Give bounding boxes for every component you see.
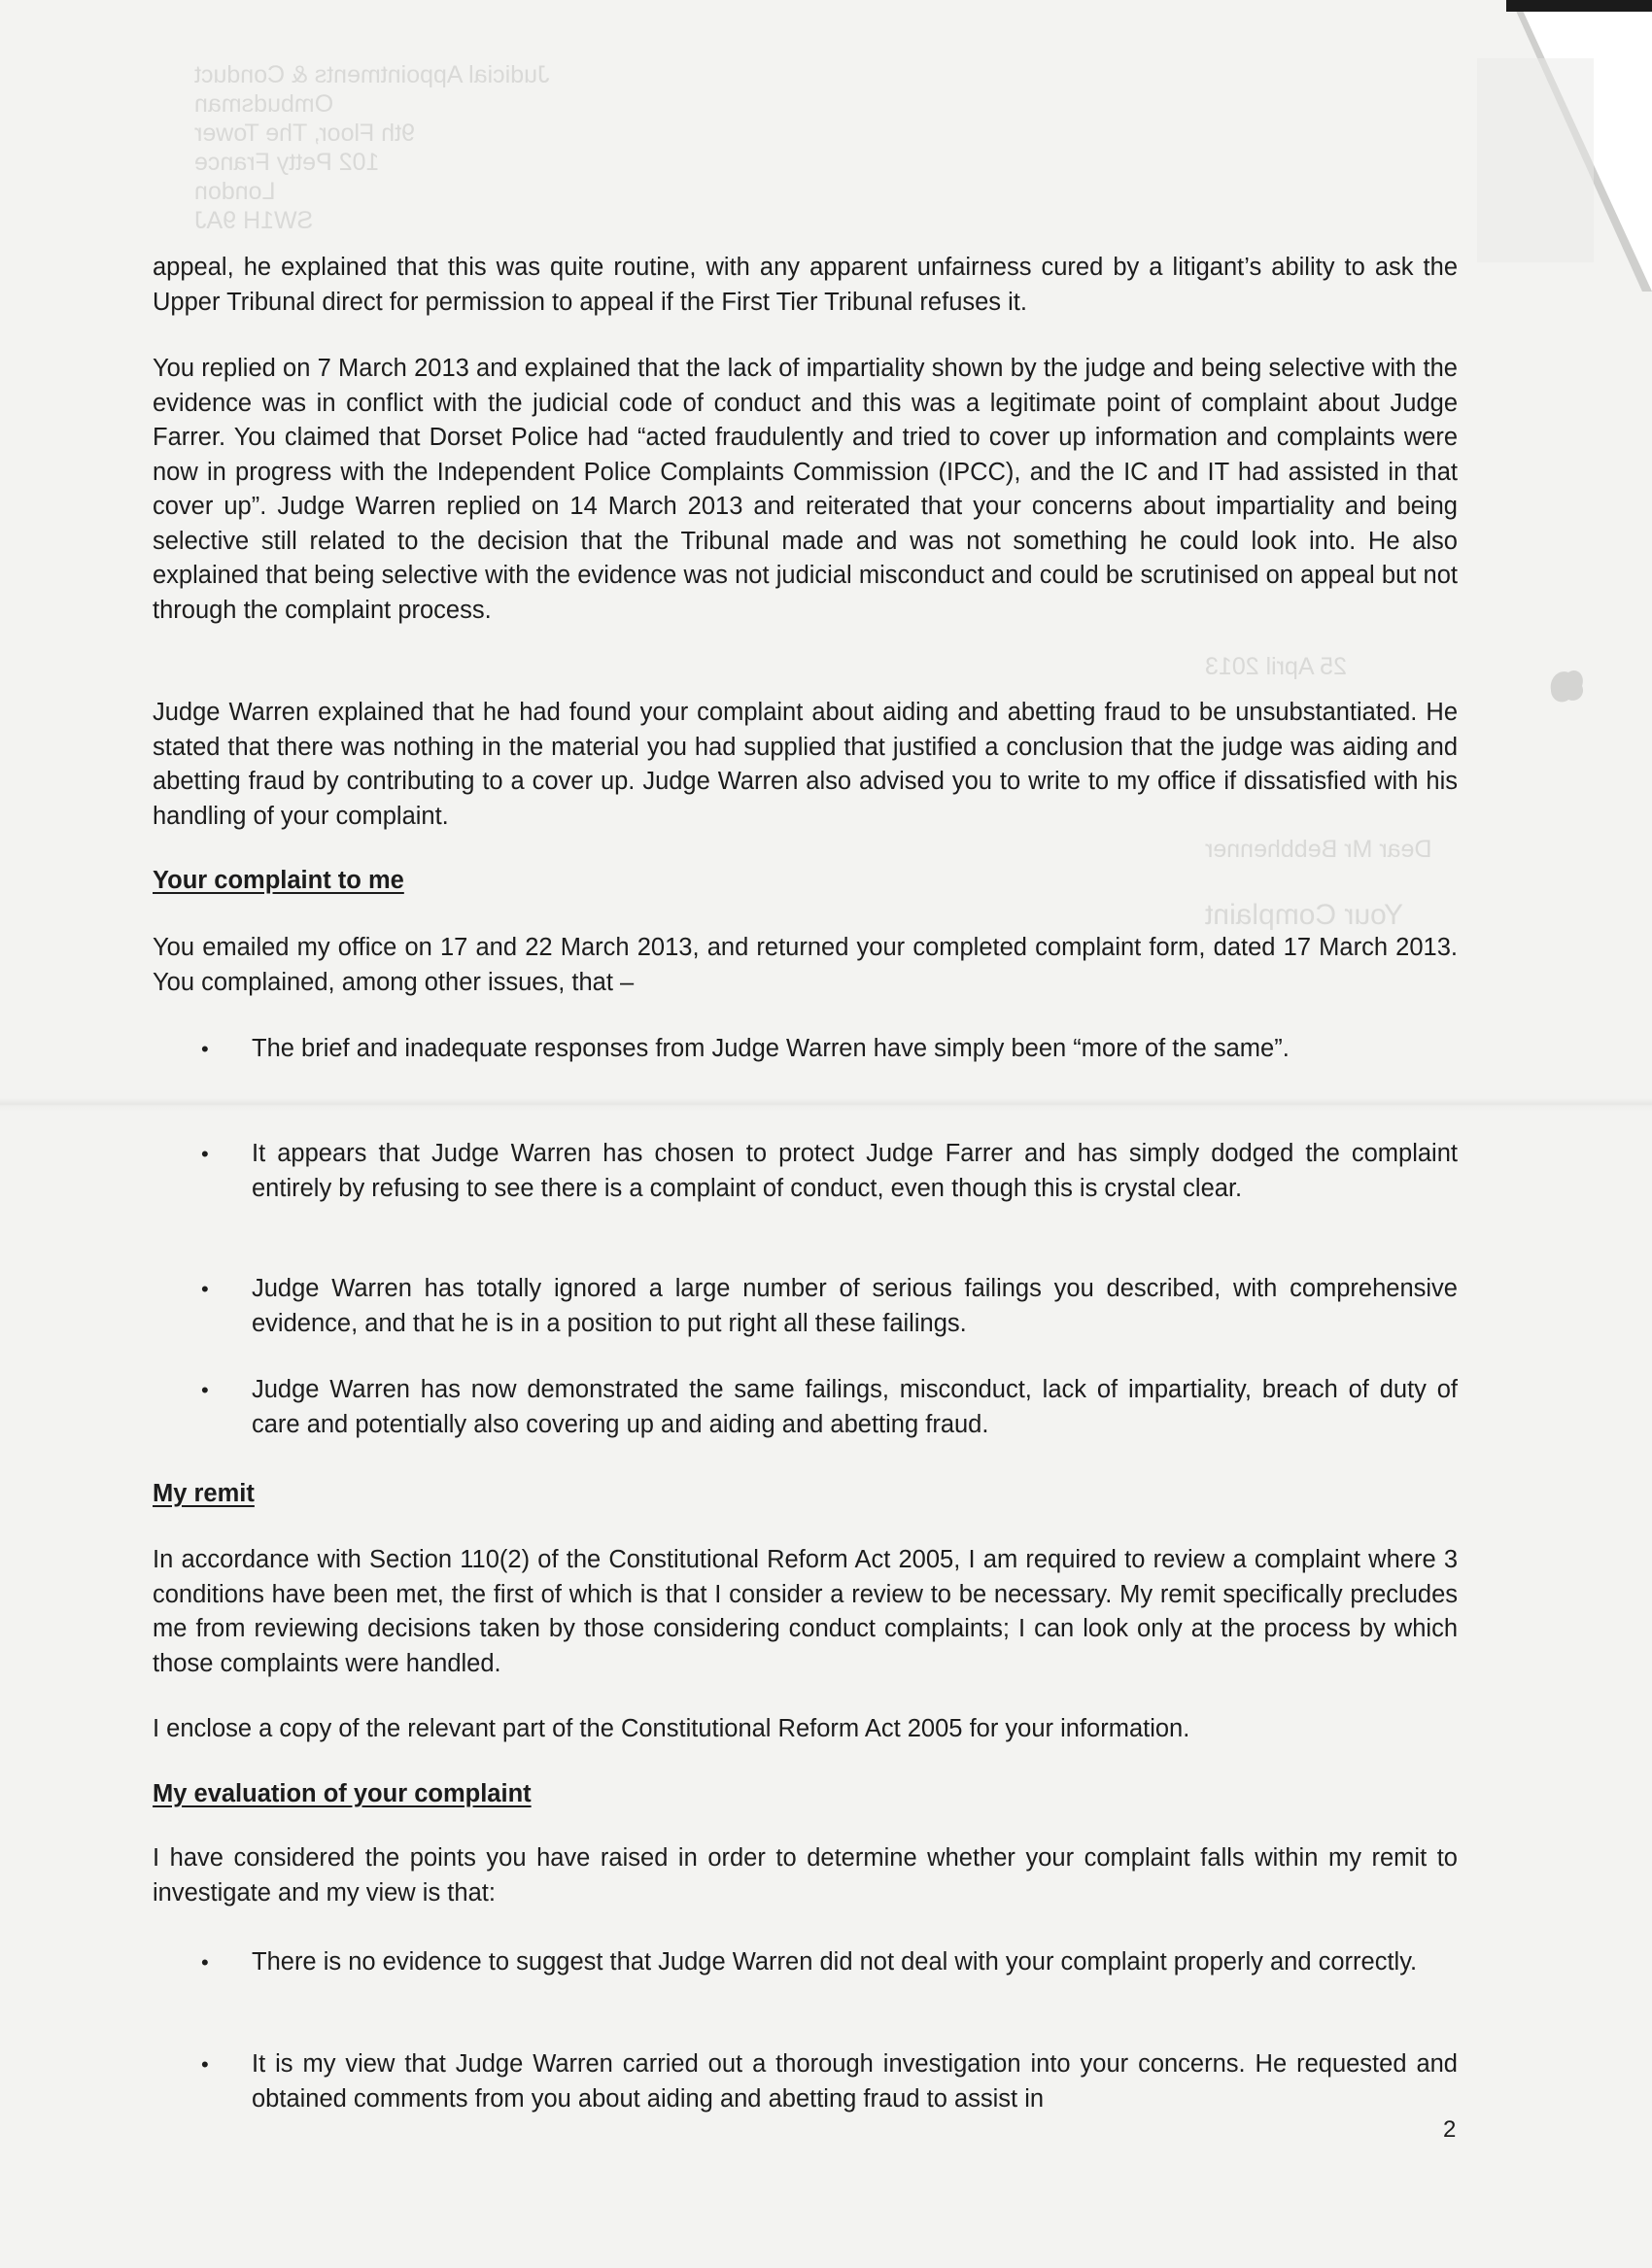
paragraph-unsubstantiated (153, 696, 1458, 834)
paragraph-enclose-copy (153, 1712, 1458, 1747)
bullet-text: The brief and inadequate responses from Judge Warren have simply been “more of the same”. (252, 1035, 1290, 1062)
heading-my-evaluation: My evaluation of your complaint (153, 1780, 532, 1807)
paragraph-appeal (153, 251, 1458, 320)
show-through-salutation: Dear Mr Bebbhenner (1205, 836, 1432, 863)
paragraph-emailed-office (153, 931, 1458, 1000)
bullet-icon: • (201, 1037, 209, 1061)
heading-my-remit: My remit (153, 1480, 255, 1507)
show-through-address-line: Judicial Appointments & Conduct (194, 61, 550, 88)
show-through-address-line: 9th Floor, The Tower (194, 120, 415, 147)
folded-corner (1419, 0, 1652, 292)
bullet-icon: • (201, 1378, 209, 1402)
show-through-heading: Your Complaint (1205, 899, 1404, 931)
bullet-text: Judge Warren has now demonstrated the same failings, misconduct, lack of impartiality, breach of duty of care and potentially also covering up and aiding and abetting fraud. (252, 1376, 1458, 1438)
page-number: 2 (1443, 2116, 1457, 2143)
paragraph-text: appeal, he explained that this was quite routine, with any apparent unfairness cured by a litigant’s ability to ask the Upper Tribunal direct for permission to appeal if the First Tier Tribunal refuses it. (153, 254, 1458, 316)
show-through-address (194, 60, 583, 235)
paper-crease (0, 1098, 1652, 1112)
show-through-date: 25 April 2013 (1205, 653, 1347, 680)
heading-your-complaint: Your complaint to me (153, 867, 404, 894)
bullet-text: There is no evidence to suggest that Judge Warren did not deal with your complaint properly and correctly. (252, 1948, 1418, 1976)
bullet-icon: • (201, 1950, 209, 1975)
bullet-text: It appears that Judge Warren has chosen to protect Judge Farrer and has simply dodged the complaint entirely by refusing to see there is a complaint of conduct, even though this is crystal clear. (252, 1140, 1458, 1202)
paragraph-section-110 (153, 1543, 1458, 1681)
show-through-address-line: SW1H 9AJ (194, 207, 314, 234)
paragraph-text: I enclose a copy of the relevant part of the Constitutional Reform Act 2005 for your information. (153, 1715, 1190, 1742)
paragraph-text: I have considered the points you have raised in order to determine whether your complaint falls within my remit to investigate and my view is that: (153, 1844, 1458, 1907)
bullet-text: Judge Warren has totally ignored a large number of serious failings you described, with comprehensive evidence, and that he is in a position to put right all these failings. (252, 1275, 1458, 1337)
show-through-address-line: Ombudsman (194, 90, 334, 118)
bullet-icon: • (201, 2052, 209, 2077)
show-through-address-line: 102 Petty France (194, 149, 380, 176)
paragraph-text: In accordance with Section 110(2) of the Constitutional Reform Act 2005, I am required to review a complaint where 3 conditions have been met, the first of which is that I consider a review to be necessary. My remit specifically precludes me from reviewing decisions taken by those considering conduct complaints; I can look only at the process by which those complaints were handled. (153, 1546, 1458, 1677)
paragraph-reply-7-march (153, 352, 1458, 628)
bullet-icon: • (201, 1277, 209, 1301)
paragraph-text: You emailed my office on 17 and 22 March 2013, and returned your completed complaint form, dated 17 March 2013. You complained, among other issues, that – (153, 934, 1458, 996)
faint-crest-icon (1543, 661, 1590, 709)
paragraph-considered-points (153, 1841, 1458, 1910)
bullet-icon: • (201, 1142, 209, 1166)
paragraph-text: You replied on 7 March 2013 and explained that the lack of impartiality shown by the judge and being selective with the evidence was in conflict with the judicial code of conduct and this was a legitimate point of complaint about Judge Farrer. You claimed that Dorset Police had “acted fraudulently and tried to cover up information and complaints were now in progress with the Independent Police Complaints Commission (IPCC), and the IC and IT had assisted in that cover up”. Judge Warren replied on 14 March 2013 and reiterated that your concerns about impartiality and being selective still related to the decision that the Tribunal made and was not something he could look into. He also explained that being selective with the evidence was not judicial misconduct and could be scrutinised on appeal but not through the complaint process. (153, 355, 1458, 624)
scan-edge-bar (1506, 0, 1652, 12)
show-through-address-line: London (194, 178, 276, 205)
bullet-text: It is my view that Judge Warren carried out a thorough investigation into your concerns. He requested and obtained comments from you about aiding and abetting fraud to assist in (252, 2050, 1458, 2113)
paragraph-text: Judge Warren explained that he had found your complaint about aiding and abetting fraud to be unsubstantiated. He stated that there was nothing in the material you had supplied that justified a conclusion that the judge was aiding and abetting fraud by contributing to a cover up. Judge Warren also advised you to write to my office if dissatisfied with his handling of your complaint. (153, 699, 1458, 830)
